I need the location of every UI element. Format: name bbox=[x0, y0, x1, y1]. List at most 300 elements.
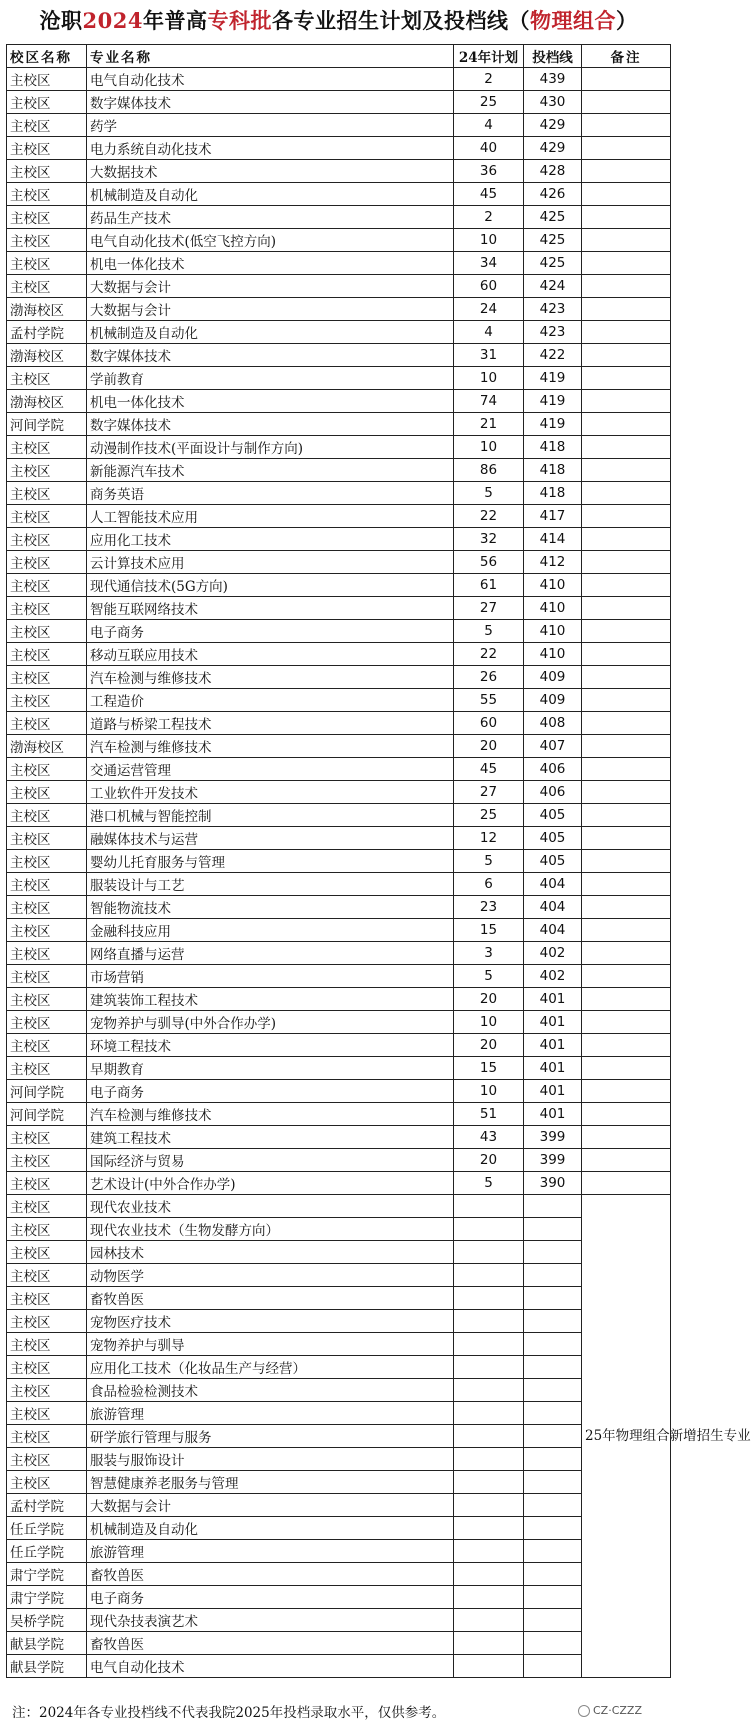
plan-cell: 27 bbox=[454, 597, 524, 620]
score-cell: 410 bbox=[524, 620, 582, 643]
table-row bbox=[7, 1126, 671, 1149]
campus-cell: 主校区 bbox=[7, 1126, 87, 1149]
plan-cell: 43 bbox=[454, 1126, 524, 1149]
major-cell: 新能源汽车技术 bbox=[87, 459, 454, 482]
score-cell: 399 bbox=[524, 1126, 582, 1149]
plan-cell: 10 bbox=[454, 1011, 524, 1034]
campus-cell: 主校区 bbox=[7, 551, 87, 574]
note-cell-empty bbox=[582, 919, 671, 942]
note-cell-empty bbox=[582, 505, 671, 528]
new-majors-note: 25年物理组合新增招生专业 bbox=[582, 1195, 671, 1678]
score-cell: 422 bbox=[524, 344, 582, 367]
score-cell bbox=[524, 1333, 582, 1356]
score-cell: 390 bbox=[524, 1172, 582, 1195]
admissions-table bbox=[6, 44, 751, 1678]
table-row bbox=[7, 666, 671, 689]
campus-cell: 主校区 bbox=[7, 919, 87, 942]
plan-cell bbox=[454, 1609, 524, 1632]
plan-cell bbox=[454, 1402, 524, 1425]
major-cell: 建筑工程技术 bbox=[87, 1126, 454, 1149]
note-cell-empty bbox=[582, 551, 671, 574]
score-cell: 410 bbox=[524, 597, 582, 620]
plan-cell: 2 bbox=[454, 68, 524, 91]
major-cell: 园林技术 bbox=[87, 1241, 454, 1264]
note-cell-empty bbox=[582, 1149, 671, 1172]
plan-cell bbox=[454, 1655, 524, 1678]
campus-cell: 主校区 bbox=[7, 1379, 87, 1402]
plan-cell: 34 bbox=[454, 252, 524, 275]
plan-cell: 31 bbox=[454, 344, 524, 367]
major-cell: 服装与服饰设计 bbox=[87, 1448, 454, 1471]
note-cell-empty bbox=[582, 666, 671, 689]
campus-cell: 主校区 bbox=[7, 206, 87, 229]
plan-cell: 25 bbox=[454, 91, 524, 114]
note-cell-empty bbox=[582, 965, 671, 988]
campus-cell: 主校区 bbox=[7, 873, 87, 896]
major-cell: 宠物养护与驯导 bbox=[87, 1333, 454, 1356]
table-row-new bbox=[7, 1586, 671, 1609]
footer-note: 注：2024年各专业投档线不代表我院2025年投档录取水平，仅供参考。 bbox=[12, 1705, 446, 1721]
plan-cell bbox=[454, 1540, 524, 1563]
table-row bbox=[7, 689, 671, 712]
major-cell: 畜牧兽医 bbox=[87, 1632, 454, 1655]
campus-cell: 主校区 bbox=[7, 574, 87, 597]
score-cell bbox=[524, 1310, 582, 1333]
plan-cell: 2 bbox=[454, 206, 524, 229]
note-cell-empty bbox=[582, 597, 671, 620]
major-cell: 国际经济与贸易 bbox=[87, 1149, 454, 1172]
plan-cell: 24 bbox=[454, 298, 524, 321]
score-cell: 410 bbox=[524, 643, 582, 666]
score-cell: 406 bbox=[524, 781, 582, 804]
campus-cell: 献县学院 bbox=[7, 1632, 87, 1655]
score-cell: 439 bbox=[524, 68, 582, 91]
major-cell: 电气自动化技术(低空飞控方向) bbox=[87, 229, 454, 252]
campus-cell: 主校区 bbox=[7, 620, 87, 643]
score-cell: 404 bbox=[524, 873, 582, 896]
note-cell-empty bbox=[582, 850, 671, 873]
header-major: 专业名称 bbox=[87, 45, 454, 68]
note-cell-empty bbox=[582, 758, 671, 781]
plan-cell: 61 bbox=[454, 574, 524, 597]
title-batch: 专科批 bbox=[207, 8, 272, 33]
note-cell-empty bbox=[582, 367, 671, 390]
major-cell: 动漫制作技术(平面设计与制作方向) bbox=[87, 436, 454, 459]
campus-cell: 主校区 bbox=[7, 643, 87, 666]
major-cell: 大数据与会计 bbox=[87, 298, 454, 321]
score-cell: 423 bbox=[524, 321, 582, 344]
note-cell-empty bbox=[582, 68, 671, 91]
campus-cell: 主校区 bbox=[7, 252, 87, 275]
table-row bbox=[7, 1034, 671, 1057]
score-cell bbox=[524, 1609, 582, 1632]
campus-cell: 主校区 bbox=[7, 827, 87, 850]
title-part1: 沧职 bbox=[39, 8, 83, 33]
campus-cell: 主校区 bbox=[7, 436, 87, 459]
plan-cell: 45 bbox=[454, 183, 524, 206]
campus-cell: 主校区 bbox=[7, 666, 87, 689]
major-cell: 食品检验检测技术 bbox=[87, 1379, 454, 1402]
table-row bbox=[7, 459, 671, 482]
major-cell: 电气自动化技术 bbox=[87, 1655, 454, 1678]
table-row bbox=[7, 827, 671, 850]
note-cell-empty bbox=[582, 459, 671, 482]
campus-cell: 主校区 bbox=[7, 1287, 87, 1310]
table-row bbox=[7, 252, 671, 275]
table-row-new bbox=[7, 1241, 671, 1264]
note-cell-empty bbox=[582, 1103, 671, 1126]
score-cell bbox=[524, 1494, 582, 1517]
note-cell-empty bbox=[582, 321, 671, 344]
score-cell: 419 bbox=[524, 413, 582, 436]
score-cell bbox=[524, 1655, 582, 1678]
plan-cell: 36 bbox=[454, 160, 524, 183]
campus-cell: 主校区 bbox=[7, 1471, 87, 1494]
campus-cell: 主校区 bbox=[7, 712, 87, 735]
campus-cell: 主校区 bbox=[7, 850, 87, 873]
page-title bbox=[0, 0, 677, 42]
campus-cell: 主校区 bbox=[7, 1057, 87, 1080]
watermark-logo-icon bbox=[578, 1705, 590, 1717]
plan-cell: 4 bbox=[454, 114, 524, 137]
plan-cell bbox=[454, 1632, 524, 1655]
plan-cell bbox=[454, 1448, 524, 1471]
table-row-new bbox=[7, 1333, 671, 1356]
campus-cell: 主校区 bbox=[7, 1172, 87, 1195]
score-cell: 412 bbox=[524, 551, 582, 574]
title-group: 物理组合 bbox=[529, 8, 616, 33]
note-cell-empty bbox=[582, 804, 671, 827]
campus-cell: 主校区 bbox=[7, 804, 87, 827]
score-cell bbox=[524, 1241, 582, 1264]
plan-cell bbox=[454, 1333, 524, 1356]
major-cell: 学前教育 bbox=[87, 367, 454, 390]
header-campus: 校区名称 bbox=[7, 45, 87, 68]
campus-cell: 肃宁学院 bbox=[7, 1586, 87, 1609]
major-cell: 电子商务 bbox=[87, 620, 454, 643]
score-cell: 404 bbox=[524, 919, 582, 942]
watermark-text: CZ·CZZZ bbox=[593, 1704, 643, 1717]
table-row bbox=[7, 413, 671, 436]
table-row-new bbox=[7, 1609, 671, 1632]
campus-cell: 主校区 bbox=[7, 1011, 87, 1034]
table-row bbox=[7, 804, 671, 827]
plan-cell: 5 bbox=[454, 1172, 524, 1195]
major-cell: 现代农业技术（生物发酵方向） bbox=[87, 1218, 454, 1241]
campus-cell: 肃宁学院 bbox=[7, 1563, 87, 1586]
plan-cell: 55 bbox=[454, 689, 524, 712]
major-cell: 机械制造及自动化 bbox=[87, 183, 454, 206]
major-cell: 机电一体化技术 bbox=[87, 252, 454, 275]
table-row bbox=[7, 758, 671, 781]
campus-cell: 主校区 bbox=[7, 1310, 87, 1333]
campus-cell: 主校区 bbox=[7, 1241, 87, 1264]
note-cell-empty bbox=[582, 1080, 671, 1103]
plan-cell bbox=[454, 1517, 524, 1540]
plan-cell: 27 bbox=[454, 781, 524, 804]
plan-cell: 12 bbox=[454, 827, 524, 850]
table-row bbox=[7, 436, 671, 459]
major-cell: 应用化工技术 bbox=[87, 528, 454, 551]
table-row bbox=[7, 160, 671, 183]
score-cell: 419 bbox=[524, 367, 582, 390]
plan-cell: 5 bbox=[454, 850, 524, 873]
plan-cell bbox=[454, 1310, 524, 1333]
major-cell: 电子商务 bbox=[87, 1586, 454, 1609]
campus-cell: 主校区 bbox=[7, 758, 87, 781]
campus-cell: 主校区 bbox=[7, 505, 87, 528]
note-cell-empty bbox=[582, 1034, 671, 1057]
header-score: 投档线 bbox=[524, 45, 582, 68]
table-row bbox=[7, 528, 671, 551]
major-cell: 金融科技应用 bbox=[87, 919, 454, 942]
score-cell bbox=[524, 1379, 582, 1402]
plan-cell bbox=[454, 1563, 524, 1586]
score-cell: 401 bbox=[524, 1103, 582, 1126]
plan-cell bbox=[454, 1494, 524, 1517]
table-row bbox=[7, 988, 671, 1011]
campus-cell: 河间学院 bbox=[7, 1080, 87, 1103]
major-cell: 工程造价 bbox=[87, 689, 454, 712]
note-cell-empty bbox=[582, 206, 671, 229]
note-cell-empty bbox=[582, 1011, 671, 1034]
plan-cell bbox=[454, 1425, 524, 1448]
score-cell: 401 bbox=[524, 1057, 582, 1080]
plan-cell: 15 bbox=[454, 919, 524, 942]
table-row bbox=[7, 114, 671, 137]
campus-cell: 主校区 bbox=[7, 183, 87, 206]
score-cell: 426 bbox=[524, 183, 582, 206]
plan-cell bbox=[454, 1218, 524, 1241]
campus-cell: 主校区 bbox=[7, 1218, 87, 1241]
score-cell: 419 bbox=[524, 390, 582, 413]
table-row bbox=[7, 68, 671, 91]
campus-cell: 主校区 bbox=[7, 1333, 87, 1356]
major-cell: 智慧健康养老服务与管理 bbox=[87, 1471, 454, 1494]
campus-cell: 献县学院 bbox=[7, 1655, 87, 1678]
score-cell: 425 bbox=[524, 252, 582, 275]
plan-cell: 5 bbox=[454, 965, 524, 988]
campus-cell: 主校区 bbox=[7, 1195, 87, 1218]
major-cell: 数字媒体技术 bbox=[87, 91, 454, 114]
campus-cell: 主校区 bbox=[7, 137, 87, 160]
table-row bbox=[7, 206, 671, 229]
score-cell: 401 bbox=[524, 988, 582, 1011]
note-cell-empty bbox=[582, 91, 671, 114]
score-cell bbox=[524, 1632, 582, 1655]
campus-cell: 主校区 bbox=[7, 988, 87, 1011]
major-cell: 畜牧兽医 bbox=[87, 1563, 454, 1586]
score-cell bbox=[524, 1218, 582, 1241]
campus-cell: 主校区 bbox=[7, 1034, 87, 1057]
score-cell: 409 bbox=[524, 666, 582, 689]
campus-cell: 渤海校区 bbox=[7, 344, 87, 367]
campus-cell: 主校区 bbox=[7, 689, 87, 712]
plan-cell: 4 bbox=[454, 321, 524, 344]
score-cell: 424 bbox=[524, 275, 582, 298]
score-cell: 414 bbox=[524, 528, 582, 551]
note-cell-empty bbox=[582, 781, 671, 804]
score-cell: 408 bbox=[524, 712, 582, 735]
major-cell: 电气自动化技术 bbox=[87, 68, 454, 91]
table-row bbox=[7, 1172, 671, 1195]
major-cell: 现代农业技术 bbox=[87, 1195, 454, 1218]
plan-cell: 20 bbox=[454, 1149, 524, 1172]
plan-cell bbox=[454, 1471, 524, 1494]
plan-cell bbox=[454, 1379, 524, 1402]
major-cell: 机械制造及自动化 bbox=[87, 321, 454, 344]
header-row bbox=[7, 45, 671, 68]
note-cell-empty bbox=[582, 482, 671, 505]
campus-cell: 主校区 bbox=[7, 781, 87, 804]
campus-cell: 河间学院 bbox=[7, 413, 87, 436]
plan-cell: 10 bbox=[454, 229, 524, 252]
table-row bbox=[7, 873, 671, 896]
campus-cell: 任丘学院 bbox=[7, 1540, 87, 1563]
major-cell: 云计算技术应用 bbox=[87, 551, 454, 574]
score-cell bbox=[524, 1471, 582, 1494]
plan-cell: 26 bbox=[454, 666, 524, 689]
plan-cell: 40 bbox=[454, 137, 524, 160]
campus-cell: 主校区 bbox=[7, 1402, 87, 1425]
plan-cell bbox=[454, 1195, 524, 1218]
note-cell-empty bbox=[582, 735, 671, 758]
table-row bbox=[7, 712, 671, 735]
score-cell: 402 bbox=[524, 942, 582, 965]
table-row-new bbox=[7, 1655, 671, 1678]
score-cell: 399 bbox=[524, 1149, 582, 1172]
score-cell bbox=[524, 1356, 582, 1379]
campus-cell: 孟村学院 bbox=[7, 1494, 87, 1517]
plan-cell: 15 bbox=[454, 1057, 524, 1080]
table-row bbox=[7, 896, 671, 919]
watermark bbox=[578, 1704, 642, 1717]
table-row-new bbox=[7, 1310, 671, 1333]
major-cell: 网络直播与运营 bbox=[87, 942, 454, 965]
note-cell-empty bbox=[582, 873, 671, 896]
score-cell: 430 bbox=[524, 91, 582, 114]
major-cell: 智能物流技术 bbox=[87, 896, 454, 919]
note-cell-empty bbox=[582, 643, 671, 666]
score-cell: 401 bbox=[524, 1011, 582, 1034]
plan-cell: 10 bbox=[454, 436, 524, 459]
table-row bbox=[7, 298, 671, 321]
note-cell-empty bbox=[582, 689, 671, 712]
title-part3: 各专业招生计划及投档线（ bbox=[271, 8, 530, 33]
table-row bbox=[7, 850, 671, 873]
major-cell: 宠物医疗技术 bbox=[87, 1310, 454, 1333]
score-cell: 425 bbox=[524, 229, 582, 252]
table-row-new bbox=[7, 1563, 671, 1586]
note-cell-empty bbox=[582, 413, 671, 436]
major-cell: 移动互联应用技术 bbox=[87, 643, 454, 666]
score-cell bbox=[524, 1586, 582, 1609]
table-row bbox=[7, 229, 671, 252]
score-cell: 409 bbox=[524, 689, 582, 712]
score-cell bbox=[524, 1264, 582, 1287]
table-row bbox=[7, 321, 671, 344]
score-cell: 402 bbox=[524, 965, 582, 988]
table-row bbox=[7, 1149, 671, 1172]
plan-cell: 20 bbox=[454, 988, 524, 1011]
campus-cell: 主校区 bbox=[7, 367, 87, 390]
campus-cell: 主校区 bbox=[7, 1264, 87, 1287]
note-cell-empty bbox=[582, 344, 671, 367]
score-cell: 417 bbox=[524, 505, 582, 528]
plan-cell: 60 bbox=[454, 275, 524, 298]
plan-cell: 22 bbox=[454, 505, 524, 528]
plan-cell: 5 bbox=[454, 482, 524, 505]
plan-cell: 45 bbox=[454, 758, 524, 781]
major-cell: 药学 bbox=[87, 114, 454, 137]
score-cell bbox=[524, 1195, 582, 1218]
note-cell-empty bbox=[582, 114, 671, 137]
major-cell: 宠物养护与驯导(中外合作办学) bbox=[87, 1011, 454, 1034]
note-cell-empty bbox=[582, 528, 671, 551]
table-row-new bbox=[7, 1356, 671, 1379]
major-cell: 数字媒体技术 bbox=[87, 413, 454, 436]
campus-cell: 主校区 bbox=[7, 114, 87, 137]
title-year: 2024 bbox=[82, 8, 143, 33]
table-row bbox=[7, 965, 671, 988]
table-row-new bbox=[7, 1448, 671, 1471]
plan-cell: 51 bbox=[454, 1103, 524, 1126]
table-row-new bbox=[7, 1379, 671, 1402]
table-row bbox=[7, 344, 671, 367]
header-plan: 24年计划 bbox=[454, 45, 524, 68]
campus-cell: 主校区 bbox=[7, 528, 87, 551]
note-cell-empty bbox=[582, 436, 671, 459]
table-row-new bbox=[7, 1540, 671, 1563]
header-note: 备注 bbox=[582, 45, 671, 68]
title-part2: 年普高 bbox=[142, 8, 208, 33]
plan-cell: 20 bbox=[454, 735, 524, 758]
table-row bbox=[7, 275, 671, 298]
campus-cell: 渤海校区 bbox=[7, 298, 87, 321]
table-row bbox=[7, 574, 671, 597]
note-cell-empty bbox=[582, 275, 671, 298]
major-cell: 旅游管理 bbox=[87, 1402, 454, 1425]
major-cell: 建筑装饰工程技术 bbox=[87, 988, 454, 1011]
major-cell: 机电一体化技术 bbox=[87, 390, 454, 413]
score-cell: 405 bbox=[524, 804, 582, 827]
plan-cell bbox=[454, 1264, 524, 1287]
table-row bbox=[7, 367, 671, 390]
major-cell: 药品生产技术 bbox=[87, 206, 454, 229]
campus-cell: 主校区 bbox=[7, 896, 87, 919]
major-cell: 汽车检测与维修技术 bbox=[87, 666, 454, 689]
campus-cell: 主校区 bbox=[7, 459, 87, 482]
table-row-new bbox=[7, 1264, 671, 1287]
score-cell: 404 bbox=[524, 896, 582, 919]
campus-cell: 渤海校区 bbox=[7, 390, 87, 413]
note-cell-empty bbox=[582, 988, 671, 1011]
plan-cell bbox=[454, 1586, 524, 1609]
table-row-new bbox=[7, 1471, 671, 1494]
major-cell: 数字媒体技术 bbox=[87, 344, 454, 367]
table-row bbox=[7, 482, 671, 505]
title-part4: ） bbox=[615, 8, 638, 33]
table-row bbox=[7, 597, 671, 620]
table-row bbox=[7, 551, 671, 574]
major-cell: 机械制造及自动化 bbox=[87, 1517, 454, 1540]
note-cell-empty bbox=[582, 574, 671, 597]
table-row-new bbox=[7, 1287, 671, 1310]
plan-cell: 56 bbox=[454, 551, 524, 574]
plan-cell bbox=[454, 1356, 524, 1379]
plan-cell bbox=[454, 1241, 524, 1264]
score-cell: 423 bbox=[524, 298, 582, 321]
